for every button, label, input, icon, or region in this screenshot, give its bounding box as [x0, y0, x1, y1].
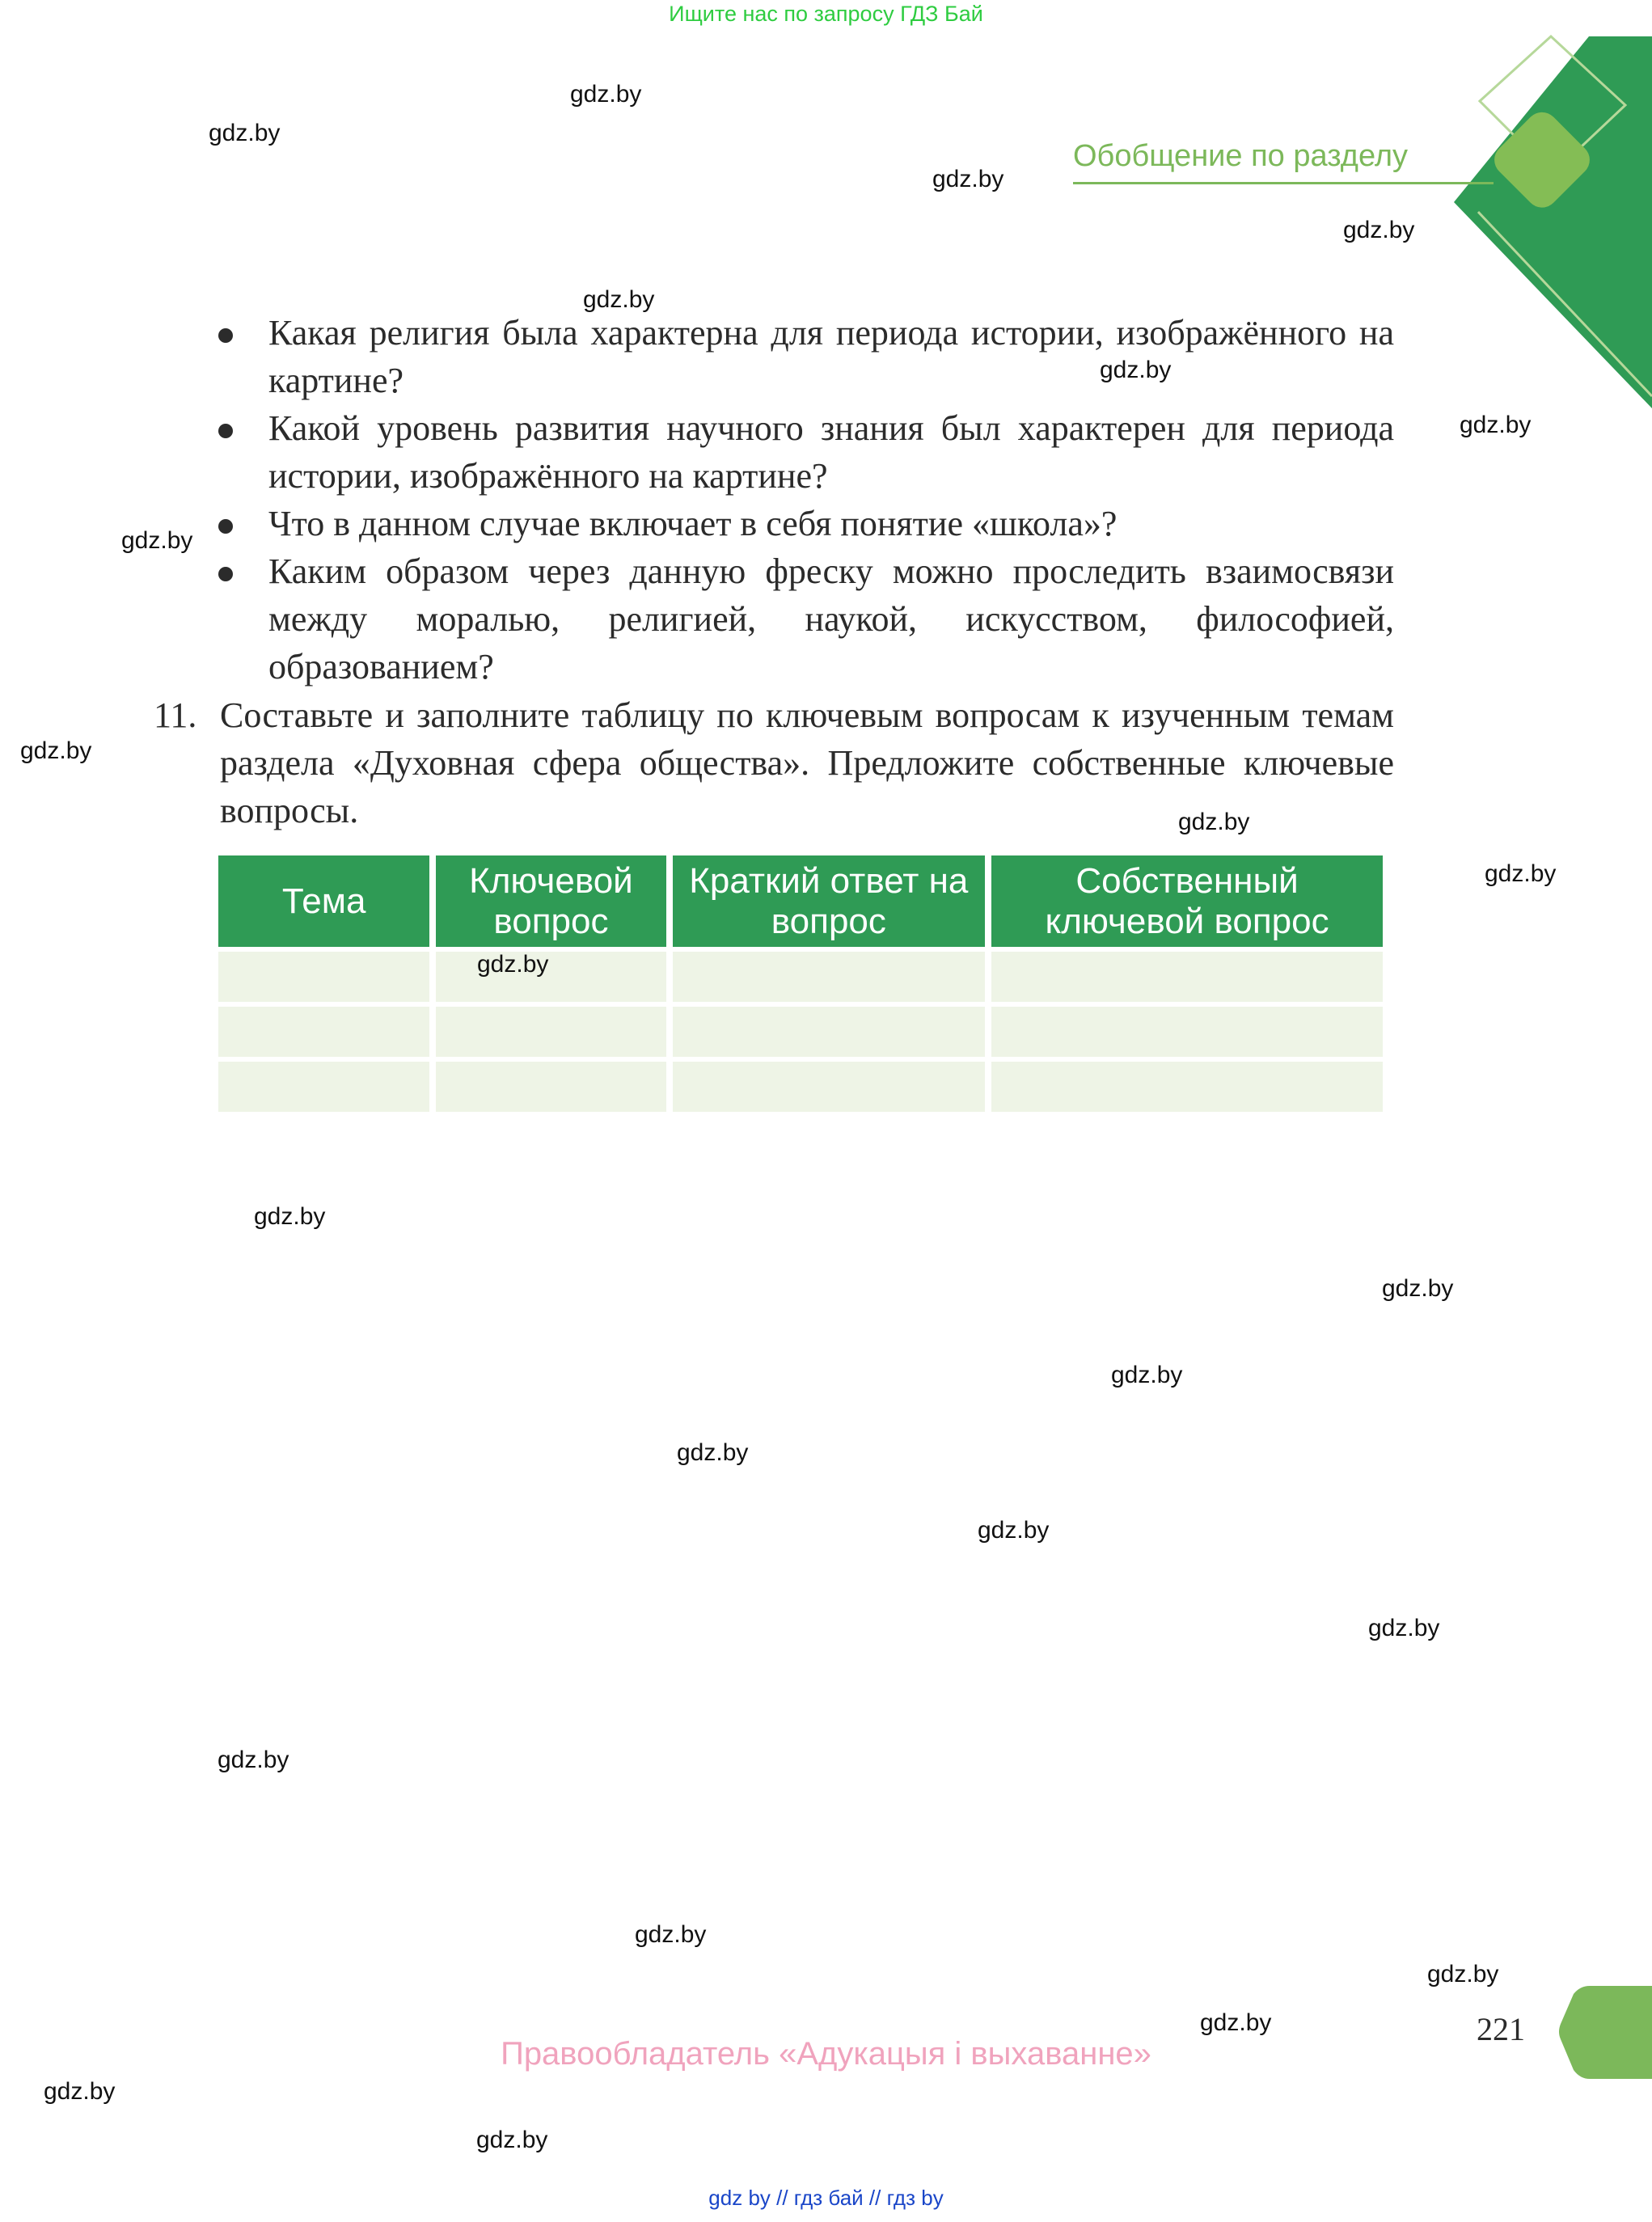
corner-dark-green-shape	[1454, 36, 1652, 408]
key-questions-table	[212, 851, 1389, 1117]
table-row	[218, 952, 1383, 1002]
watermark: gdz.by	[218, 1747, 289, 1773]
copyright-notice: Правообладатель «Адукацыя і выхаванне»	[501, 2036, 1151, 2072]
watermark: gdz.by	[477, 951, 549, 978]
question-text: Какая религия была характерна для периода истории, изображённого на картине?	[268, 313, 1394, 400]
watermark: gdz.by	[44, 2078, 116, 2105]
watermark: gdz.by	[932, 166, 1004, 192]
watermark: gdz.by	[635, 1921, 707, 1948]
header-own-question: Собственный ключевой вопрос	[991, 855, 1383, 947]
table-cell	[673, 952, 985, 1002]
table-cell	[436, 952, 665, 1002]
question-item	[218, 309, 1394, 404]
task-number: 11.	[154, 695, 197, 735]
question-text: Что в данном случае включает в себя понятие «школа»?	[268, 504, 1118, 543]
watermark: gdz.by	[1460, 412, 1532, 438]
watermark: gdz.by	[1100, 357, 1172, 383]
watermark: gdz.by	[677, 1439, 749, 1466]
page-number: 221	[1477, 2011, 1525, 2047]
section-title: Обобщение по разделу	[1073, 139, 1409, 173]
watermark: gdz.by	[1178, 809, 1250, 835]
watermark: gdz.by	[583, 286, 655, 313]
header-key-question: Ключевой вопрос	[436, 855, 665, 947]
header-topic: Тема	[218, 855, 429, 947]
question-item	[218, 547, 1394, 691]
table-cell	[436, 1007, 665, 1057]
watermark: gdz.by	[1485, 860, 1557, 887]
watermark: gdz.by	[1111, 1362, 1183, 1388]
header-short-answer: Краткий ответ на вопрос	[673, 855, 985, 947]
watermark: gdz.by	[978, 1517, 1050, 1544]
table-row	[218, 1062, 1383, 1112]
watermark: gdz.by	[1427, 1961, 1499, 1988]
question-item	[218, 404, 1394, 500]
watermark: gdz.by	[20, 737, 92, 764]
task-text: Составьте и заполните таблицу по ключевым вопросам к изученным темам раздела «Духовная сфера общества». Предложите собственные ключевые вопросы.	[220, 695, 1394, 830]
watermark: gdz.by	[209, 120, 281, 146]
bottom-links[interactable]: gdz by // гдз бай // гдз by	[708, 2186, 944, 2210]
corner-decoration	[1439, 0, 1652, 412]
table-cell	[218, 1007, 429, 1057]
question-item	[218, 500, 1394, 547]
question-text: Каким образом через данную фреску можно проследить взаимосвязи между моралью, религией, наукой, искусством, философией, образованием?	[268, 551, 1394, 686]
table-cell	[218, 952, 429, 1002]
table-cell	[218, 1062, 429, 1112]
watermark: gdz.by	[121, 527, 193, 554]
table-cell	[673, 1007, 985, 1057]
question-list	[218, 309, 1394, 691]
table-cell	[436, 1062, 665, 1112]
top-banner: Ищите нас по запросу ГДЗ Бай	[669, 2, 983, 26]
watermark: gdz.by	[1200, 2009, 1272, 2036]
table-cell	[991, 1007, 1383, 1057]
watermark: gdz.by	[1368, 1615, 1440, 1641]
watermark: gdz.by	[1343, 217, 1415, 243]
bullet-icon	[218, 424, 233, 438]
table-cell	[673, 1062, 985, 1112]
table-cell	[991, 952, 1383, 1002]
table-row	[218, 1007, 1383, 1057]
watermark: gdz.by	[254, 1203, 326, 1230]
watermark: gdz.by	[476, 2127, 548, 2153]
table-cell	[991, 1062, 1383, 1112]
bullet-icon	[218, 328, 233, 343]
table-header-row	[218, 855, 1383, 947]
section-title-underline	[1073, 182, 1494, 184]
bullet-icon	[218, 519, 233, 534]
watermark: gdz.by	[570, 81, 642, 108]
watermark: gdz.by	[1382, 1275, 1454, 1302]
bullet-icon	[218, 567, 233, 581]
question-text: Какой уровень развития научного знания был характерен для периода истории, изображённого на картине?	[268, 408, 1394, 496]
